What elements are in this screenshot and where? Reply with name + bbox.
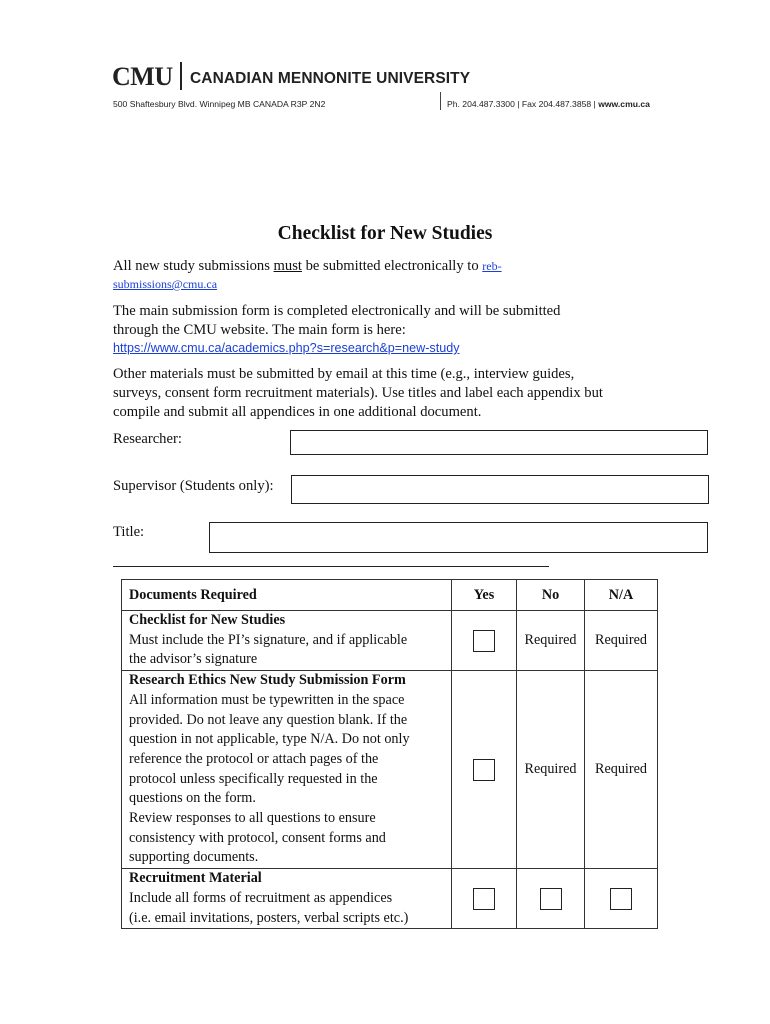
university-name: CANADIAN MENNONITE UNIVERSITY <box>190 70 471 87</box>
reb-email-link[interactable]: reb- <box>482 259 502 273</box>
researcher-input[interactable] <box>290 430 708 455</box>
logo-divider <box>180 62 182 90</box>
main-form-line2: through the CMU website. The main form is here: <box>113 322 406 338</box>
section-divider <box>113 566 549 567</box>
main-form-url-line <box>113 339 693 359</box>
contact-divider <box>440 92 441 110</box>
main-form-line1: The main submission form is completed electronically and will be submitted <box>113 303 561 319</box>
title-input[interactable] <box>209 522 708 553</box>
row-title: Recruitment Material <box>129 870 262 887</box>
title-label: Title: <box>113 524 145 540</box>
supervisor-input[interactable] <box>291 475 709 504</box>
yes-checkbox[interactable] <box>473 888 495 910</box>
yes-checkbox[interactable] <box>473 759 495 781</box>
website: www.cmu.ca <box>598 99 650 109</box>
phone: Ph. 204.487.3300 <box>447 99 515 109</box>
header-documents: Documents Required <box>122 580 452 611</box>
row-description: Recruitment Material Include all forms of recruitment as appendices (i.e. email invitations, posters, verbal scripts etc.) <box>122 869 452 929</box>
page-title: Checklist for New Studies <box>277 223 493 244</box>
supervisor-label: Supervisor (Students only): <box>113 478 274 494</box>
header-no: No <box>517 580 585 611</box>
yes-cell <box>452 869 517 929</box>
main-form-url[interactable]: https://www.cmu.ca/academics.php?s=research&p=new-study <box>113 341 460 355</box>
fax: Fax 204.487.3858 <box>521 99 592 109</box>
row-description: Checklist for New Studies Must include the PI’s signature, and if applicable the advisor’s signature <box>122 611 452 671</box>
no-checkbox[interactable] <box>540 888 562 910</box>
na-cell: Required <box>585 671 658 869</box>
no-cell: Required <box>517 671 585 869</box>
header-yes: Yes <box>452 580 517 611</box>
cmu-logo: CMU <box>112 62 173 91</box>
table-row <box>122 869 658 929</box>
other-materials-line3: compile and submit all appendices in one additional document. <box>113 404 482 420</box>
table-row <box>122 671 658 869</box>
na-cell: Required <box>585 611 658 671</box>
row-title: Research Ethics New Study Submission Form <box>129 672 406 689</box>
no-cell: Required <box>517 611 585 671</box>
row-title: Checklist for New Studies <box>129 612 286 628</box>
na-checkbox[interactable] <box>610 888 632 910</box>
table-header-row <box>122 580 658 611</box>
must-emphasis: must <box>273 258 302 274</box>
para1-text: All new study submissions <box>113 258 274 274</box>
submission-instructions <box>113 257 693 277</box>
documents-table <box>121 579 658 929</box>
no-cell <box>517 869 585 929</box>
header-na: N/A <box>585 580 658 611</box>
yes-checkbox[interactable] <box>473 630 495 652</box>
reb-email-link-cont[interactable]: submissions@cmu.ca <box>113 277 218 291</box>
university-address: 500 Shaftesbury Blvd. Winnipeg MB CANADA R3P 2N2 <box>113 99 326 109</box>
yes-cell <box>452 611 517 671</box>
other-materials-line2: surveys, consent form recruitment materials). Use titles and label each appendix but <box>113 385 603 401</box>
para1-text-after: be submitted electronically to <box>301 258 483 274</box>
table-row <box>122 611 658 671</box>
na-cell <box>585 869 658 929</box>
other-materials-line1: Other materials must be submitted by email at this time (e.g., interview guides, <box>113 366 575 382</box>
reb-email-line <box>113 275 693 295</box>
researcher-label: Researcher: <box>113 431 182 447</box>
yes-cell <box>452 671 517 869</box>
row-description: Research Ethics New Study Submission Form All information must be typewritten in the space provided. Do not leave any question blank. If the question in not applicable, type N/A. Do not only reference the protocol or attach pages of the protocol unless specifically requested in the questions on the form. Review responses to all questions to ensure consistency with protocol, consent forms and supporting documents. <box>122 671 452 869</box>
contact-info: Ph. 204.487.3300 | Fax 204.487.3858 | www.cmu.ca <box>447 99 650 109</box>
